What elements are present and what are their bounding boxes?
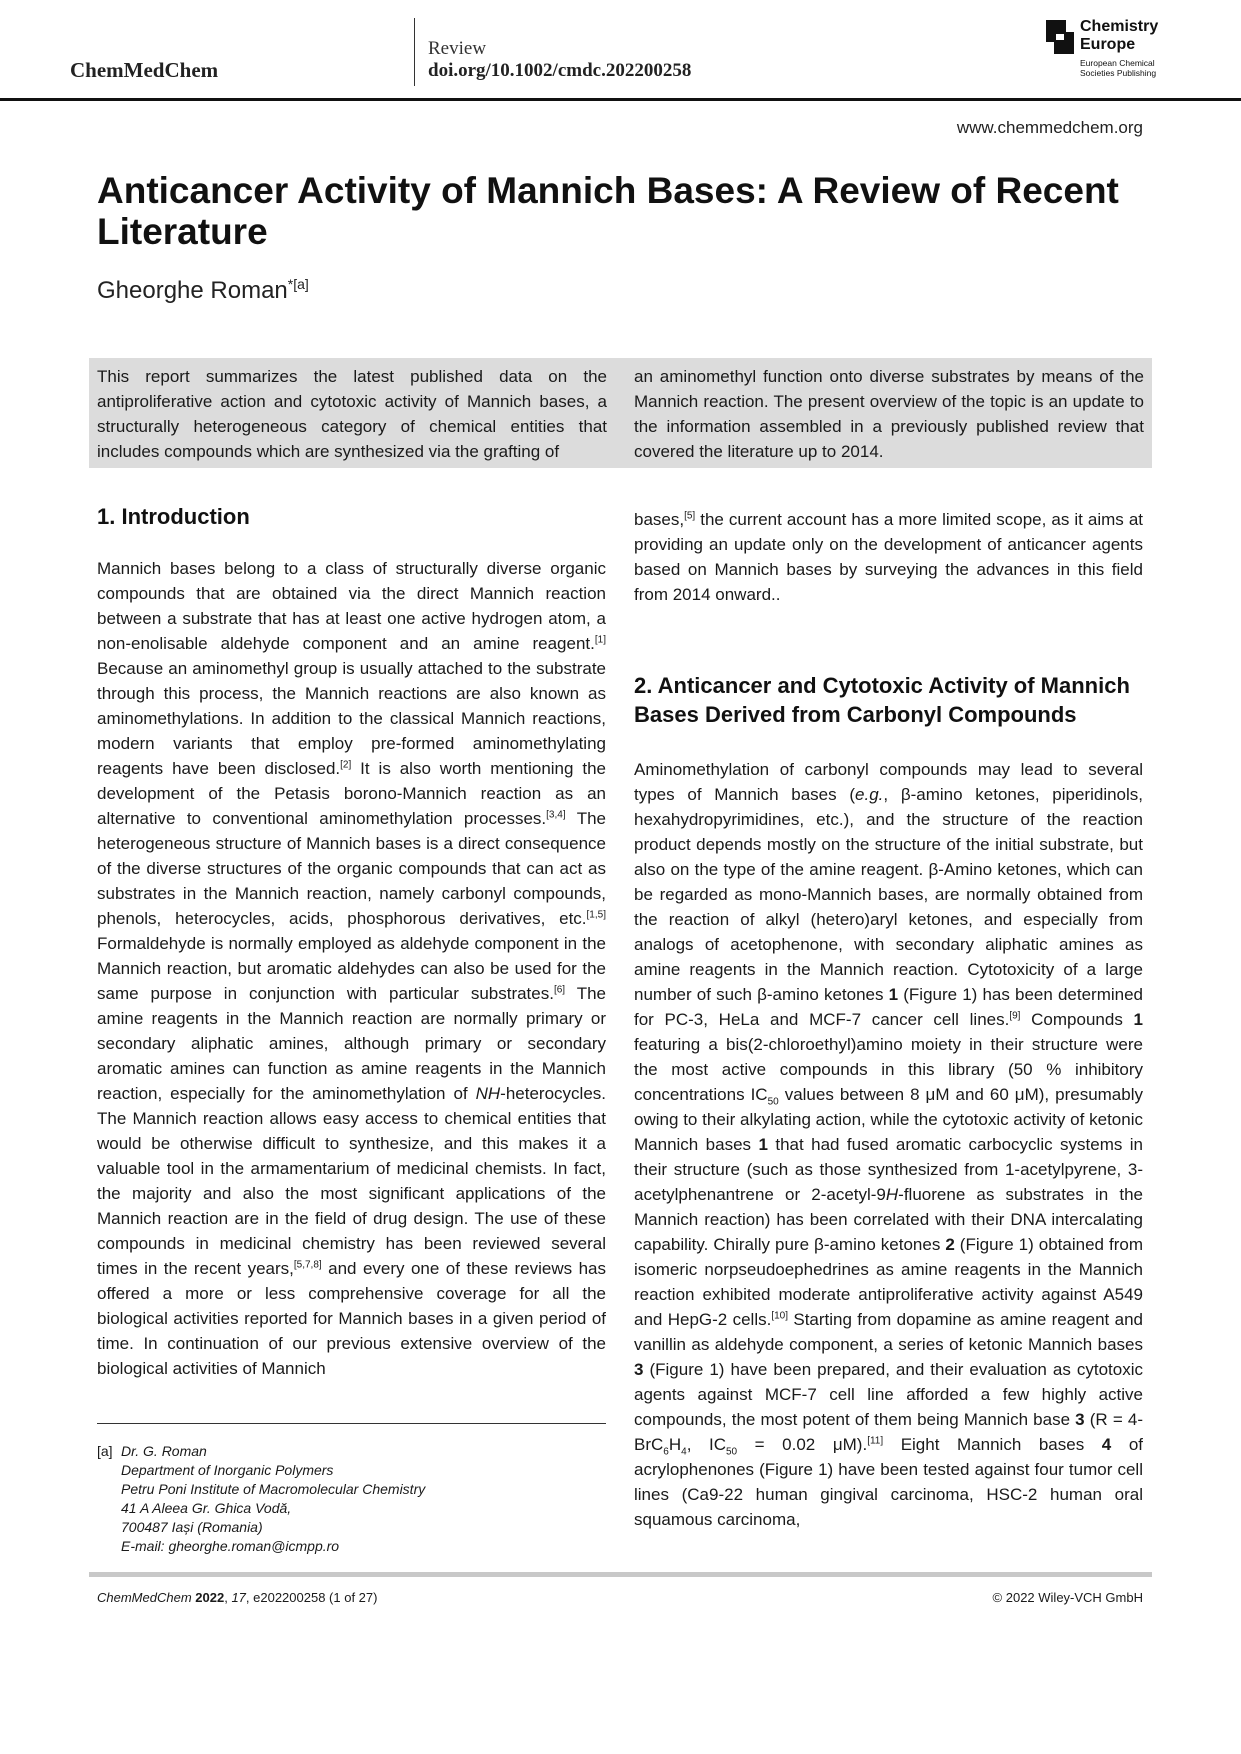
logo-subtitle	[1080, 58, 1156, 78]
logo-title-line2: Europe	[1080, 36, 1136, 53]
footnote-tag: [a]	[97, 1443, 113, 1459]
footer-citation: ChemMedChem 2022, 17, e202200258 (1 of 27)	[97, 1590, 378, 1605]
footnote-institute: Petru Poni Institute of Macromolecular Chemistry	[121, 1481, 426, 1497]
header-rule	[0, 98, 1241, 101]
footnote-street: 41 A Aleea Gr. Ghica Vodă,	[121, 1500, 292, 1516]
introduction-paragraph: Mannich bases belong to a class of structurally diverse organic compounds that are obtained via the direct Mannich reaction between a substrate that has at least one active hydrogen atom, a non-enolisable aldehyde component and an amine reagent.[1] Because an aminomethyl group is usually attached to the substrate through this process, the Mannich reactions are also known as aminomethylations. In addition to the classical Mannich reactions, modern variants that employ pre-formed aminomethylating reagents have been disclosed.[2] It is also worth mentioning the development of the Petasis borono-Mannich reaction as an alternative to conventional aminomethylation processes.[3,4] The heterogeneous structure of Mannich bases is a direct consequence of the diverse structures of the organic compounds that can act as substrates in the Mannich reaction, namely carbonyl compounds, phenols, heterocycles, acids, phosphorous derivatives, etc.[1,5] Formaldehyde is normally employed as aldehyde component in the Mannich reaction, but aromatic aldehydes can also be used for the same purpose in conjunction with particular substrates.[6] The amine reagents in the Mannich reaction are normally primary or secondary aliphatic amines, although primary or secondary aromatic amines can function as amine reagents in the Mannich reaction, especially for the aminomethylation of NH-heterocycles. The Mannich reaction allows easy access to chemical entities that would be otherwise difficult to synthesize, and this makes it a valuable tool in the armamentarium of medicinal chemists. In fact, the majority and also the most significant applications of the Mannich reaction are in the field of drug design. The use of these compounds in medicinal chemistry has been reviewed several times in the recent years,[5,7,8] and every one of these reviews has offered a more or less comprehensive coverage for all the biological activities reported for Mannich bases in a given period of time. In continuation of our previous extensive overview of the biological activities of Mannich	[97, 559, 607, 1378]
footnote-email[interactable]: E-mail: gheorghe.roman@icmpp.ro	[121, 1538, 340, 1554]
article-title: Anticancer Activity of Mannich Bases: A Review of Recent Literature	[97, 170, 1119, 252]
section-heading-introduction: 1. Introduction	[97, 504, 250, 529]
footnote-department: Department of Inorganic Polymers	[121, 1462, 334, 1478]
logo-title	[1080, 18, 1158, 54]
introduction-continued	[634, 507, 1143, 607]
publisher-logo	[1046, 18, 1176, 82]
footer-volume: 17	[231, 1590, 246, 1605]
introduction-continued-paragraph: bases,[5] the current account has a more limited scope, as it aims at providing an update only on the development of anticancer agents based on Mannich bases by surveying the advances in this field from 2014 onward..	[634, 510, 1143, 604]
footer-year: 2022	[195, 1590, 225, 1605]
logo-title-line1: Chemistry	[1080, 18, 1159, 35]
journal-website-link[interactable]: www.chemmedchem.org	[956, 118, 1143, 137]
doi-link[interactable]: doi.org/10.1002/cmdc.202200258	[428, 60, 692, 81]
section-heading-carbonyl-compounds: 2. Anticancer and Cytotoxic Activity of Mannich Bases Derived from Carbonyl Compounds	[634, 673, 1130, 727]
author-affiliation-mark: *[a]	[287, 276, 309, 292]
chemistry-europe-logo-icon	[1046, 20, 1074, 54]
header-divider	[414, 18, 415, 86]
footnote-rule	[97, 1423, 606, 1424]
journal-name: ChemMedChem	[70, 58, 219, 82]
section2-body	[634, 757, 1143, 1532]
footer-rule	[89, 1572, 1152, 1577]
introduction-body	[97, 556, 606, 1381]
abstract-text-left: This report summarizes the latest published data on the antiproliferative action and cytotoxic activity of Mannich bases, a structurally heterogeneous category of chemical entities that includes compounds which are synthesized via the grafting of	[97, 367, 607, 461]
article-type: Review	[428, 38, 487, 59]
author-name: Gheorghe Roman	[97, 277, 288, 304]
footnote-name: Dr. G. Roman	[121, 1443, 207, 1459]
abstract-text-right: an aminomethyl function onto diverse substrates by means of the Mannich reaction. The present overview of the topic is an update to the information assembled in a previously published review that covered the literature up to 2014.	[634, 367, 1144, 461]
section2-paragraph: Aminomethylation of carbonyl compounds may lead to several types of Mannich bases (e.g., β-amino ketones, piperidinols, hexahydropyrimidines, etc.), and the structure of the reaction product depends mostly on the structure of the initial substrate, but also on the type of the amine reagent. β-Amino ketones, which can be regarded as mono-Mannich bases, are normally obtained from the reaction of alkyl (hetero)aryl ketones, and especially from analogs of acetophenone, with secondary aliphatic amines as amine reagents in the Mannich reaction. Cytotoxicity of a large number of such β-amino ketones 1 (Figure 1) has been determined for PC-3, HeLa and MCF-7 cancer cell lines.[9] Compounds 1 featuring a bis(2-chloroethyl)amino moiety in their structure were the most active compounds in this library (50 % inhibitory concentrations $IC_{50}$ values between 8 μM and 60 μM), presumably owing to their alkylating action, while the cytotoxic activity of ketonic Mannich bases 1 that had fused aromatic carbocyclic systems in their structure (such as those synthesized from 1-acetylpyrene, 3-acetylphenantrene or 2-acetyl-9H-fluorene as substrates in the Mannich reaction) has been correlated with their DNA intercalating capability. Chirally pure β-amino ketones 2 (Figure 1) obtained from isomeric norpseudoephedrines as amine reagents in the Mannich reaction exhibited moderate antiproliferative activity against A549 and HepG-2 cells.[10] Starting from dopamine as amine reagent and vanillin as aldehyde component, a series of ketonic Mannich bases 3 (Figure 1) have been prepared, and their evaluation as cytotoxic agents against MCF-7 cell line afforded a few highly active compounds, the most potent of them being Mannich base 3 ($R = 4-BrC_6H_4$, $IC_{50} = 0.02$ μM).[11] Eight Mannich bases 4 of acrylophenones (Figure 1) have been tested against four tumor cell lines (Ca9-22 human gingival carcinoma, HSC-2 human oral squamous carcinoma,	[634, 760, 1144, 1529]
footer-article-page: , e202200258 (1 of 27)	[245, 1590, 378, 1605]
affiliation-footnote	[97, 1442, 425, 1556]
footer-copyright: © 2022 Wiley-VCH GmbH	[992, 1590, 1143, 1605]
logo-sub-line1: European Chemical	[1080, 58, 1155, 68]
logo-sub-line2: Societies Publishing	[1080, 68, 1157, 78]
footnote-city: 700487 Iași (Romania)	[121, 1519, 263, 1535]
footer-journal: ChemMedChem	[97, 1590, 192, 1605]
author-line	[97, 276, 309, 305]
